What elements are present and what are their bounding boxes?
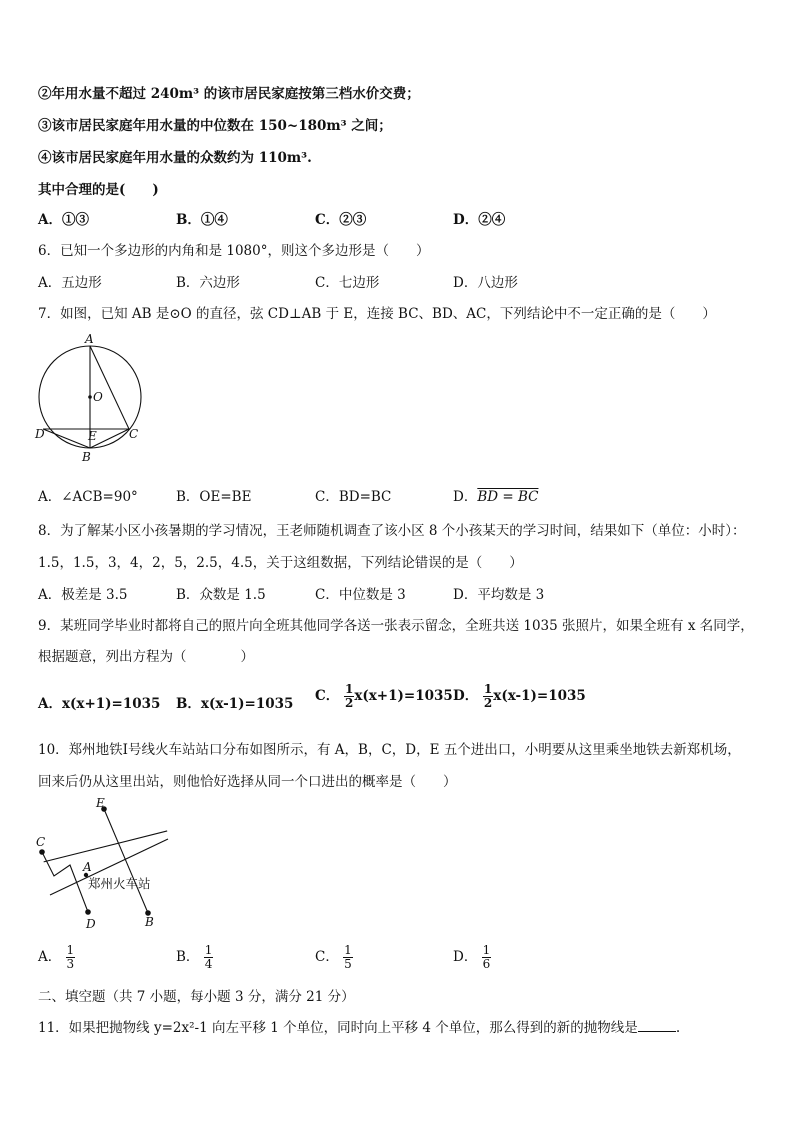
q7-option-c[interactable]: C．BD=BC: [315, 489, 392, 505]
q10-option-d-fraction: $\frac{1}{6}$: [482, 943, 491, 971]
svg-text:C: C: [36, 835, 46, 849]
q8-stem-line1: 8．为了解某小区小孩暑期的学习情况，王老师随机调查了该小区 8 个小孩某天的学习时间，结果如下（单位：小时）：: [38, 523, 746, 539]
q7-option-b[interactable]: B．OE=BE: [176, 489, 252, 505]
statement-4: ④该市居民家庭年用水量的众数约为 110m³.: [38, 150, 312, 166]
q9-stem-line2: 根据题意，列出方程为（ ）: [38, 649, 254, 665]
q10-stem-line1: 10．郑州地铁Ⅰ号线火车站站口分布如图所示，有 A，B，C，D，E 五个进出口，小明要从这里乘坐地铁去新郑机场，: [38, 742, 741, 758]
q10-option-a-label: A．: [38, 949, 62, 965]
q7-option-d-label: D．: [453, 489, 478, 505]
q11-text: 11．如果把抛物线 y=2x²-1 向左平移 1 个单位，同时向上平移 4 个单位，那么得到的新的抛物线是: [38, 1020, 638, 1036]
q9-option-c[interactable]: [315, 683, 453, 710]
svg-text:E: E: [96, 796, 105, 810]
q10-option-b-fraction: $\frac{1}{4}$: [204, 943, 213, 971]
q9-option-b[interactable]: B．x(x-1)=1035: [176, 696, 294, 712]
q8-option-b[interactable]: B．众数是 1.5: [176, 587, 266, 603]
svg-text:E: E: [88, 429, 97, 443]
q7-option-d-arcs: BD = BC: [477, 489, 539, 505]
q11-period: .: [675, 1020, 681, 1036]
svg-text:D: D: [86, 917, 96, 931]
q11-stem: [38, 1016, 680, 1036]
q5-option-c[interactable]: C．②③: [315, 212, 367, 228]
svg-text:D: D: [35, 427, 45, 441]
q10-option-a-fraction: $\frac{1}{3}$: [66, 943, 75, 971]
q10-option-a[interactable]: [38, 944, 75, 971]
q9-option-d-label: D．: [453, 688, 479, 704]
q8-option-c[interactable]: C．中位数是 3: [315, 587, 406, 603]
svg-text:B: B: [145, 915, 154, 929]
q6-stem: 6．已知一个多边形的内角和是 1080°，则这个多边形是（ ）: [38, 243, 430, 259]
q8-option-a[interactable]: A．极差是 3.5: [38, 587, 128, 603]
q6-option-c[interactable]: C．七边形: [315, 275, 380, 291]
q10-option-d[interactable]: [453, 944, 491, 971]
q10-station-figure: [32, 795, 174, 935]
svg-text:A: A: [83, 860, 92, 874]
q5-option-b[interactable]: B．①④: [176, 212, 228, 228]
q10-option-c-label: C．: [315, 949, 339, 965]
q10-option-b[interactable]: [176, 944, 213, 971]
q9-option-d-fraction: $\frac{1}{2}$: [483, 682, 493, 710]
q10-option-d-label: D．: [453, 949, 478, 965]
q10-option-c[interactable]: [315, 944, 353, 971]
q8-option-d[interactable]: D．平均数是 3: [453, 587, 545, 603]
q5-option-d[interactable]: D．②④: [453, 212, 506, 228]
q7-option-d[interactable]: [453, 485, 538, 505]
svg-text:O: O: [93, 390, 103, 404]
q7-circle-figure: [32, 330, 150, 466]
q6-option-b[interactable]: B．六边形: [176, 275, 240, 291]
q6-option-d[interactable]: D．八边形: [453, 275, 518, 291]
q5-prompt: 其中合理的是( ): [38, 182, 159, 198]
svg-text:A: A: [85, 332, 94, 346]
q10-stem-line2: 回来后仍从这里出站，则他恰好选择从同一个口进出的概率是（ ）: [38, 774, 457, 790]
q10-option-c-fraction: $\frac{1}{5}$: [344, 943, 352, 971]
q9-option-a[interactable]: A．x(x+1)=1035: [38, 696, 161, 712]
statement-3: ③该市居民家庭年用水量的中位数在 150~180m³ 之间；: [38, 118, 392, 134]
q6-option-a[interactable]: A．五边形: [38, 275, 102, 291]
statement-2: ②年用水量不超过 240m³ 的该市居民家庭按第三档水价交费；: [38, 86, 420, 102]
q11-answer-blank[interactable]: [638, 1019, 676, 1032]
svg-text:B: B: [82, 450, 91, 464]
q7-stem: 7．如图，已知 AB 是⊙O 的直径，弦 CD⊥AB 于 E，连接 BC、BD、AC，下列结论中不一定正确的是（ ）: [38, 306, 716, 322]
q9-stem-line1: 9．某班同学毕业时都将自己的照片向全班其他同学各送一张表示留念，全班共送 1035 张照片，如果全班有 x 名同学，: [38, 618, 754, 634]
svg-text:C: C: [129, 427, 139, 441]
q9-option-d-expr: x(x-1)=1035: [493, 688, 586, 704]
q9-option-c-label: C．: [315, 688, 340, 704]
q9-option-d[interactable]: [453, 683, 586, 710]
q8-stem-line2: 1.5，1.5，3，4，2，5，2.5，4.5，关于这组数据，下列结论错误的是（ ）: [38, 555, 523, 571]
q9-option-c-fraction: $\frac{1}{2}$: [344, 682, 354, 710]
q9-option-c-expr: x(x+1)=1035: [354, 688, 453, 704]
svg-text:郑州火车站: 郑州火车站: [88, 876, 151, 891]
q7-option-a[interactable]: A．∠ACB=90°: [38, 489, 138, 505]
section-2-heading: 二、填空题（共 7 小题，每小题 3 分，满分 21 分）: [38, 989, 355, 1005]
q5-option-a[interactable]: A．①③: [38, 212, 89, 228]
q10-option-b-label: B．: [176, 949, 200, 965]
